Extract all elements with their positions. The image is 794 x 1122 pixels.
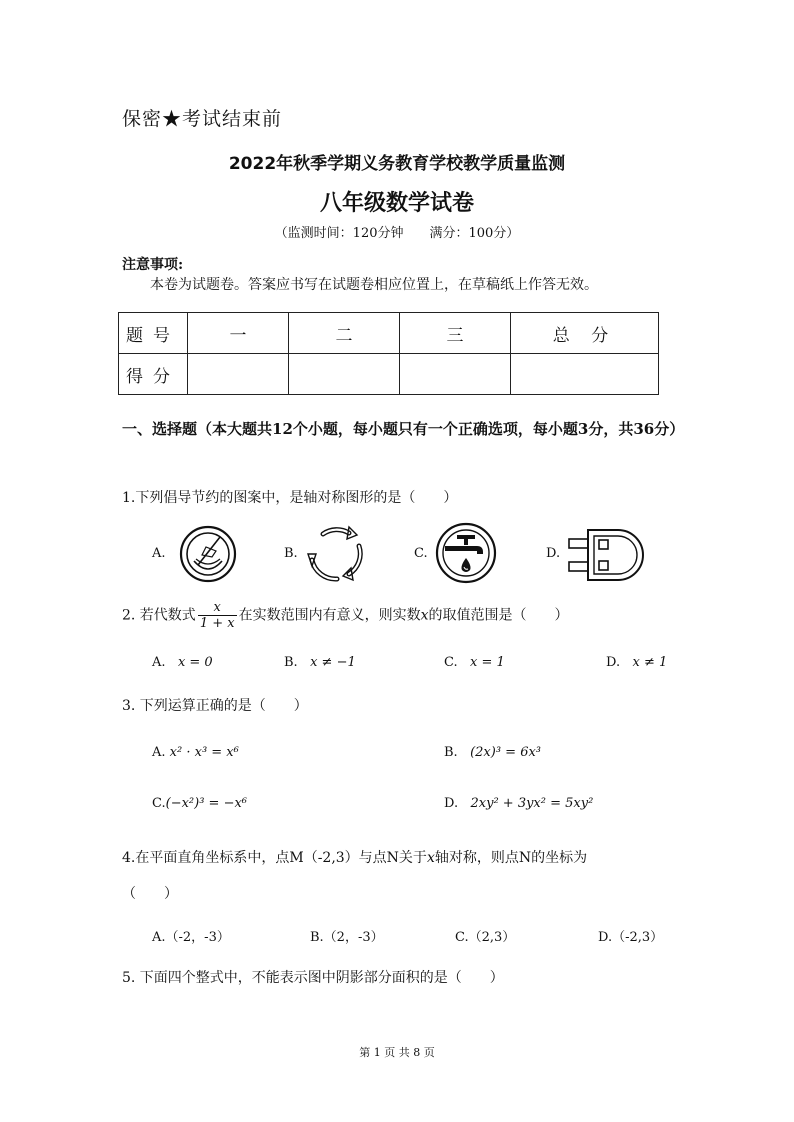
q3-option-label: D.	[444, 796, 459, 811]
q4-variable: x	[426, 850, 435, 866]
q2-option-label: D.	[606, 655, 621, 670]
q3-option-c	[152, 796, 247, 811]
score-cell	[289, 354, 400, 395]
question-1-text: 1.下列倡导节约的图案中，是轴对称图形的是（ ）	[122, 490, 458, 506]
power-plug-icon	[566, 527, 648, 583]
q4-option-b: B.（2，-3）	[310, 930, 384, 945]
q2-option-label: C.	[444, 655, 458, 670]
exam-title: 2022年秋季学期义务教育学校教学质量监测	[228, 154, 566, 174]
score-table-row-head: 得分	[119, 354, 188, 395]
q4-text-a: 4.在平面直角坐标系中，点M（-2,3）与点N关于	[122, 850, 427, 866]
q2-suffix-a: 在实数范围内有意义，则实数	[238, 607, 421, 624]
q3-option-expr: (2x)³ = 6x³	[470, 745, 542, 760]
q2-option-expr: x = 0	[177, 655, 213, 670]
recycle-icon	[303, 524, 367, 584]
q3-option-expr: (−x²)³ = −x⁶	[165, 796, 248, 811]
question-4-blank: （ ）	[122, 886, 178, 902]
q2-option-a	[152, 655, 213, 670]
confidential-mark: 保密★考试结束前	[122, 108, 283, 130]
q2-prefix: 2. 若代数式	[122, 607, 196, 624]
q2-option-expr: x = 1	[470, 655, 505, 670]
q3-option-b	[444, 745, 541, 760]
q1-option-c-label: C.	[414, 546, 428, 561]
page-footer: 第 1 页 共 8 页	[359, 1046, 435, 1059]
question-2-text	[122, 600, 568, 631]
score-cell	[511, 354, 659, 395]
score-col-total: 总 分	[511, 313, 659, 354]
exam-time-info: （监测时间：120分钟 满分：100分）	[274, 226, 520, 241]
q3-option-expr: 2xy² + 3yx² = 5xy²	[470, 796, 594, 811]
score-table-row-head: 题号	[119, 313, 188, 354]
q3-option-label: C.	[152, 796, 166, 811]
q4-text-b: 轴对称，则点N的坐标为	[434, 850, 588, 866]
q1-option-a-label: A.	[152, 546, 166, 561]
q4-option-d: D.（-2,3）	[598, 930, 664, 945]
question-5-text: 5. 下面四个整式中，不能表示图中阴影部分面积的是（ ）	[122, 970, 504, 986]
water-saving-icon	[433, 522, 499, 584]
question-4-text	[122, 847, 587, 867]
q2-fraction	[198, 600, 237, 631]
q2-fraction-numerator: x	[198, 600, 237, 616]
q4-option-a: A.（-2，-3）	[152, 930, 230, 945]
q3-option-d	[444, 796, 593, 811]
q1-option-b-label: B.	[284, 546, 298, 561]
q2-option-expr: x ≠ 1	[632, 655, 668, 670]
q1-option-d-label: D.	[546, 546, 561, 561]
q3-option-label: A.	[152, 745, 166, 760]
score-col-3: 三	[400, 313, 511, 354]
question-3-text: 3. 下列运算正确的是（ ）	[122, 698, 308, 714]
score-col-2: 二	[289, 313, 400, 354]
q4-option-c: C.（2,3）	[455, 930, 516, 945]
notice-text: 本卷为试题卷。答案应书写在试题卷相应位置上，在草稿纸上作答无效。	[150, 277, 598, 293]
section-heading: 一、选择题（本大题共12个小题，每小题只有一个正确选项，每小题3分，共36分）	[122, 420, 685, 438]
q2-option-d	[606, 655, 667, 670]
q2-suffix-b: 的取值范围是（ ）	[428, 607, 569, 624]
q2-fraction-denominator: 1 + x	[199, 616, 235, 631]
score-table	[118, 312, 659, 395]
q2-option-label: B.	[284, 655, 298, 670]
q2-option-b	[284, 655, 356, 670]
score-table-header-row	[119, 313, 659, 354]
score-table-score-row	[119, 354, 659, 395]
q2-variable: x	[420, 607, 429, 624]
score-col-1: 一	[188, 313, 289, 354]
q2-option-expr: x ≠ −1	[310, 655, 356, 670]
q2-option-label: A.	[152, 655, 166, 670]
score-cell	[188, 354, 289, 395]
q3-option-a	[152, 745, 239, 760]
exam-subtitle: 八年级数学试卷	[319, 190, 474, 216]
q3-option-label: B.	[444, 745, 458, 760]
q2-option-c	[444, 655, 505, 670]
notice-title: 注意事项:	[122, 257, 184, 273]
q3-option-expr: x² · x³ = x⁶	[169, 745, 239, 760]
score-cell	[400, 354, 511, 395]
no-waste-icon	[176, 525, 240, 583]
